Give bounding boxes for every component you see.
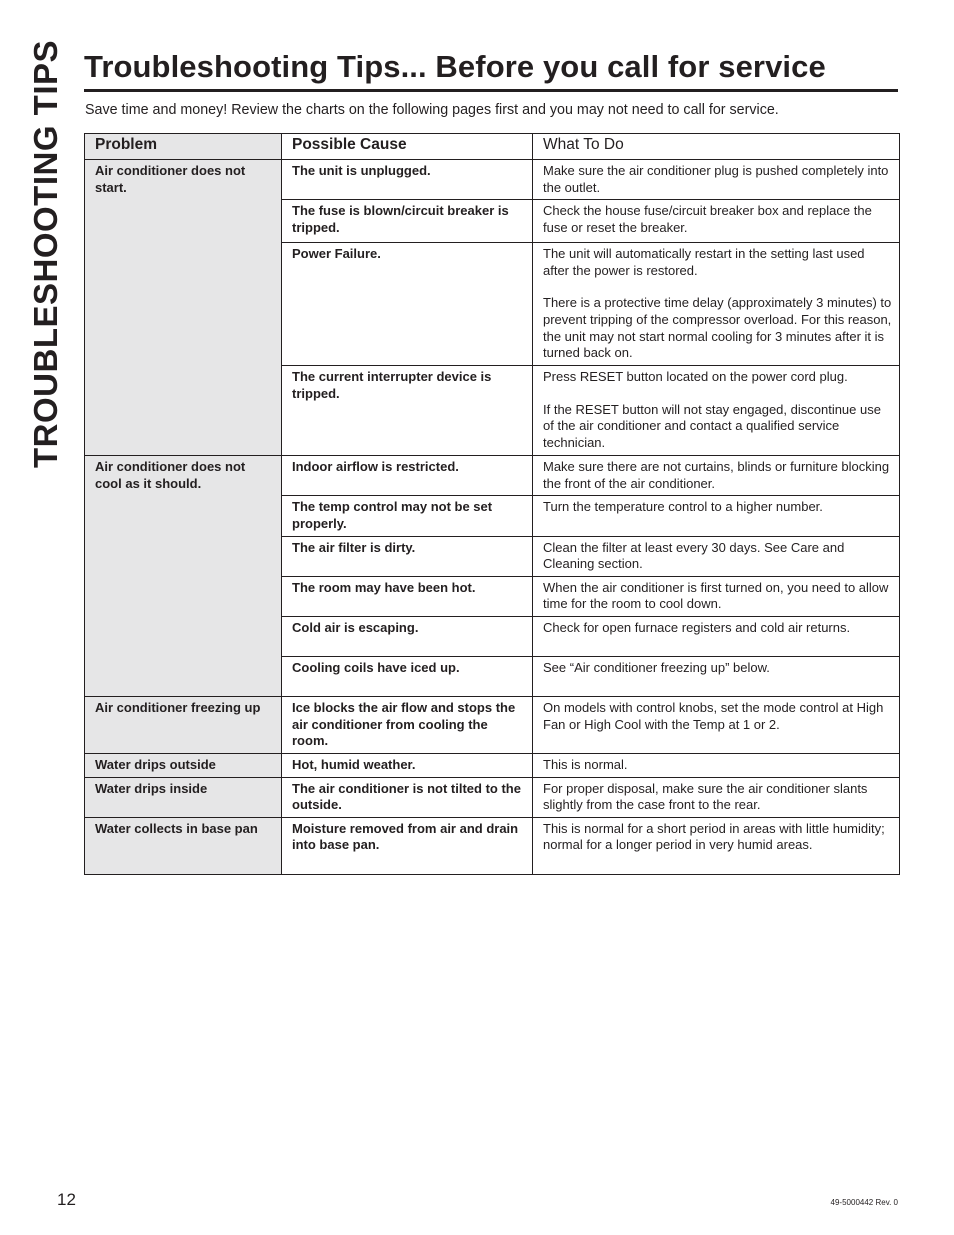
problem-cell: Air conditioner does not start. (85, 160, 282, 456)
todo-text: For proper disposal, make sure the air conditioner slants slightly from the case front to the rear. (543, 780, 868, 813)
todo-cell (533, 817, 900, 874)
todo-cell (533, 696, 900, 753)
header-problem: Problem (85, 134, 282, 160)
todo-text: This is normal for a short period in areas with little humidity; normal for a longer period in very humid areas. (543, 820, 885, 853)
table-row (85, 456, 900, 496)
table-row (85, 753, 900, 777)
cause-cell: Cooling coils have iced up. (282, 656, 533, 696)
cause-cell: Indoor airflow is restricted. (282, 456, 533, 496)
problem-cell: Air conditioner does not cool as it should. (85, 456, 282, 697)
cause-cell: The current interrupter device is tripped. (282, 366, 533, 456)
todo-cell (533, 576, 900, 616)
todo-cell (533, 536, 900, 576)
todo-cell (533, 160, 900, 200)
troubleshooting-table (84, 133, 900, 875)
todo-text: The unit will automatically restart in the setting last used after the power is restored. (543, 246, 865, 278)
side-tab (26, 39, 66, 469)
table-row (85, 160, 900, 200)
table-row (85, 696, 900, 753)
todo-text: See “Air conditioner freezing up” below. (543, 659, 770, 675)
todo-text: If the RESET button will not stay engaged, discontinue use of the air conditioner and contact a qualified service technician. (543, 401, 881, 450)
todo-text: Press RESET button located on the power cord plug. (543, 369, 848, 385)
todo-cell (533, 777, 900, 817)
cause-cell: The fuse is blown/circuit breaker is tripped. (282, 200, 533, 243)
todo-text: Check for open furnace registers and cold air returns. (543, 619, 851, 635)
problem-cell: Water collects in base pan (85, 817, 282, 874)
intro-text: Save time and money! Review the charts on the following pages first and you may not need to call for service. (85, 102, 779, 118)
cause-cell: Cold air is escaping. (282, 616, 533, 656)
table-row (85, 817, 900, 874)
cause-cell: Hot, humid weather. (282, 753, 533, 777)
side-tab-label: TROUBLESHOOTING TIPS (27, 39, 65, 469)
todo-cell (533, 366, 900, 456)
cause-cell: The temp control may not be set properly. (282, 496, 533, 536)
problem-cell: Water drips inside (85, 777, 282, 817)
todo-text: There is a protective time delay (approximately 3 minutes) to prevent tripping of the compressor overload. For this reason, the unit may not start normal cooling for 3 minutes after it is turned back on. (543, 295, 892, 361)
todo-cell (533, 656, 900, 696)
header-todo: What To Do (533, 134, 900, 160)
todo-cell (533, 243, 900, 366)
todo-text: When the air conditioner is first turned on, you need to allow time for the room to cool down. (543, 579, 889, 612)
todo-text: Turn the temperature control to a higher number. (543, 499, 823, 515)
todo-text: Make sure there are not curtains, blinds or furniture blocking the front of the air conditioner. (543, 459, 890, 491)
todo-cell (533, 496, 900, 536)
todo-text: Clean the filter at least every 30 days. See Care and Cleaning section. (543, 539, 845, 572)
todo-cell (533, 456, 900, 496)
page-number: 12 (57, 1190, 76, 1209)
cause-cell: The air conditioner is not tilted to the outside. (282, 777, 533, 817)
todo-text: On models with control knobs, set the mode control at High Fan or High Cool with the Temp at 1 or 2. (543, 699, 884, 732)
title-rule (84, 89, 898, 92)
header-cause: Possible Cause (282, 134, 533, 160)
todo-text: Make sure the air conditioner plug is pushed completely into the outlet. (543, 163, 889, 195)
cause-cell: The room may have been hot. (282, 576, 533, 616)
document-code: 49-5000442 Rev. 0 (830, 1198, 898, 1207)
cause-cell: Ice blocks the air flow and stops the air conditioner from cooling the room. (282, 696, 533, 753)
todo-text: This is normal. (543, 756, 628, 772)
page-title: Troubleshooting Tips... Before you call for service (84, 49, 826, 84)
todo-text: Check the house fuse/circuit breaker box and replace the fuse or reset the breaker. (543, 203, 872, 235)
table-header-row (85, 134, 900, 160)
problem-cell: Water drips outside (85, 753, 282, 777)
todo-cell (533, 616, 900, 656)
table-row (85, 777, 900, 817)
todo-cell (533, 753, 900, 777)
problem-cell: Air conditioner freezing up (85, 696, 282, 753)
cause-cell: The air filter is dirty. (282, 536, 533, 576)
todo-cell (533, 200, 900, 243)
cause-cell: Moisture removed from air and drain into base pan. (282, 817, 533, 874)
cause-cell: Power Failure. (282, 243, 533, 366)
cause-cell: The unit is unplugged. (282, 160, 533, 200)
